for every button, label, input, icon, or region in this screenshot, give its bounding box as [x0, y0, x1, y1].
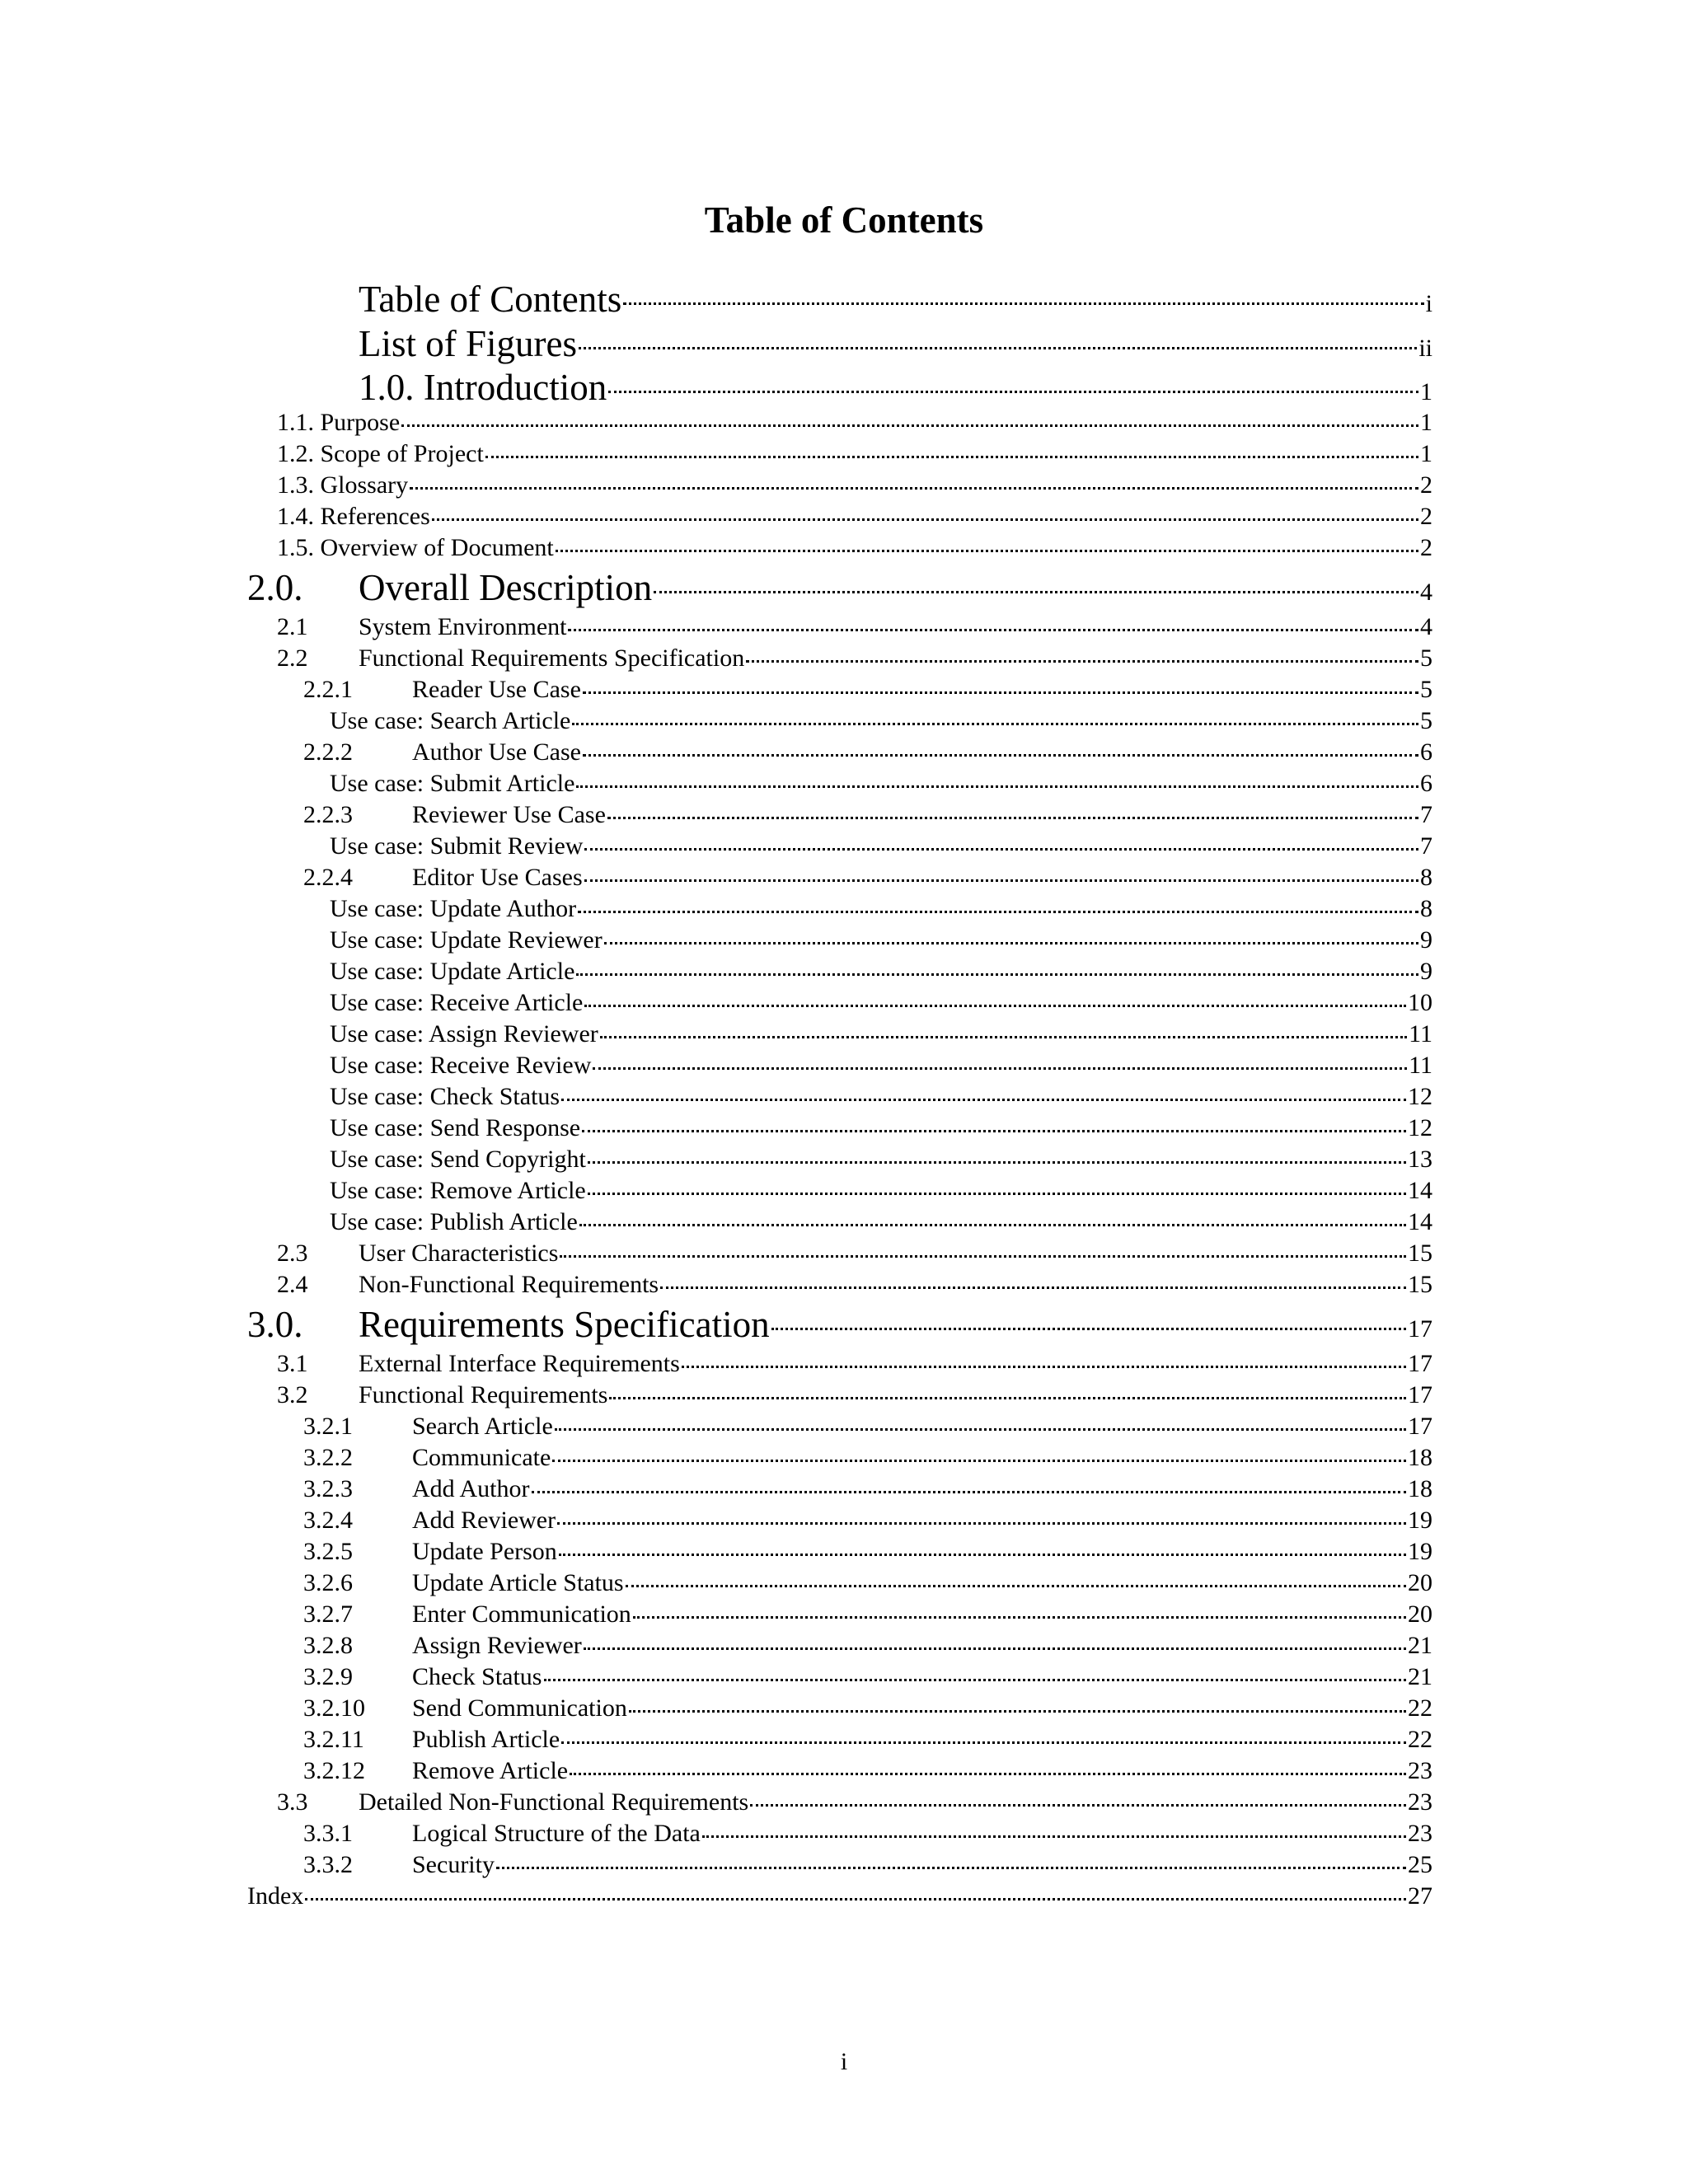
toc-entry-title: Security — [412, 1851, 495, 1878]
toc-entry-number: 3.1 — [277, 1350, 308, 1377]
toc-dot-leader — [609, 1375, 1406, 1399]
toc-dot-leader — [557, 1500, 1406, 1525]
toc-dot-leader — [588, 1139, 1406, 1164]
toc-entry-page: 17 — [1408, 1350, 1432, 1377]
toc-entry-page: 4 — [1420, 579, 1432, 606]
toc-dot-leader — [633, 1594, 1406, 1619]
toc-dot-leader — [626, 1563, 1406, 1587]
toc-entry-page: 27 — [1408, 1882, 1432, 1910]
toc-entry-title: External Interface Requirements — [359, 1350, 680, 1377]
toc-entry-title: Use case: Submit Article — [330, 770, 575, 797]
toc-entry-title: Publish Article — [412, 1726, 560, 1753]
toc-entry-title: Index — [247, 1882, 304, 1910]
toc-entry-number: 3.2.5 — [303, 1538, 353, 1565]
toc-entry-page: 22 — [1408, 1694, 1432, 1722]
toc-dot-leader — [544, 1657, 1407, 1681]
toc-dot-leader — [410, 465, 1418, 490]
toc-entry-page: 6 — [1420, 738, 1432, 766]
toc-entry-number: 2.2 — [277, 644, 308, 672]
toc-entry-title: User Characteristics — [359, 1240, 559, 1267]
toc-entry-page: 11 — [1409, 1052, 1432, 1079]
toc-entry-title: Send Communication — [412, 1694, 627, 1722]
toc-entry-title: Reviewer Use Case — [412, 801, 606, 828]
toc-entry-title: Use case: Update Reviewer — [330, 926, 603, 954]
toc-entry-title: Use case: Publish Article — [330, 1208, 578, 1235]
toc-entry-title: Use case: Receive Review — [330, 1052, 592, 1079]
toc-entry-page: 2 — [1420, 471, 1432, 499]
toc-entry-title: Use case: Submit Review — [330, 832, 584, 860]
toc-entry-number: 2.2.3 — [303, 801, 353, 828]
toc-entry-title: Overall Description — [359, 567, 653, 608]
toc-entry-title: Add Reviewer — [412, 1507, 556, 1534]
toc-entry-number: 2.2.4 — [303, 864, 353, 891]
toc-entry[interactable] — [0, 321, 1432, 371]
toc-entry-page: i — [1425, 290, 1432, 317]
toc-dot-leader — [584, 857, 1418, 882]
toc-dot-leader — [583, 732, 1418, 757]
toc-entry-title: Functional Requirements — [359, 1381, 608, 1408]
toc-entry-page: 12 — [1408, 1114, 1432, 1141]
toc-dot-leader — [746, 638, 1418, 663]
toc-entry-page: 14 — [1408, 1177, 1432, 1204]
toc-entry-number: 2.4 — [277, 1271, 308, 1298]
toc-entry-page: 7 — [1420, 801, 1432, 828]
toc-entry-page: 6 — [1420, 770, 1432, 797]
toc-entry-page: 20 — [1408, 1569, 1432, 1596]
toc-entry-number: 3.3 — [277, 1788, 308, 1816]
toc-entry-title: 1.1. Purpose — [277, 409, 401, 436]
toc-entry-title: 1.2. Scope of Project — [277, 440, 484, 467]
toc-entry-title: Remove Article — [412, 1757, 569, 1784]
toc-entry-number: 3.2.6 — [303, 1569, 353, 1596]
toc-dot-leader — [582, 1108, 1406, 1132]
toc-dot-leader — [593, 1045, 1407, 1070]
toc-dot-leader — [584, 1625, 1406, 1650]
toc-dot-leader — [552, 1437, 1406, 1462]
toc-entry-page: 21 — [1408, 1663, 1432, 1690]
toc-dot-leader — [555, 1406, 1406, 1431]
toc-dot-leader — [432, 496, 1418, 521]
toc-entry-page: 4 — [1420, 613, 1432, 640]
toc-dot-leader — [607, 794, 1418, 819]
toc-entry-number: 3.2.8 — [303, 1632, 353, 1659]
toc-entry-title: Logical Structure of the Data — [412, 1820, 701, 1847]
toc-entry-page: 13 — [1408, 1146, 1432, 1173]
toc-dot-leader — [604, 920, 1418, 944]
toc-entry-page: 2 — [1420, 534, 1432, 561]
toc-entry-number: 2.1 — [277, 613, 308, 640]
toc-dot-leader — [660, 1264, 1406, 1289]
toc-dot-leader — [771, 1310, 1406, 1331]
toc-entry-page: 5 — [1420, 644, 1432, 672]
toc-entry-page: 1 — [1420, 378, 1432, 405]
toc-entry-title: Table of Contents — [359, 279, 622, 320]
toc-dot-leader — [532, 1469, 1407, 1493]
toc-entry-title: Search Article — [412, 1413, 553, 1440]
toc-dot-leader — [561, 1719, 1406, 1744]
toc-dot-leader — [584, 982, 1406, 1007]
toc-dot-leader — [485, 434, 1418, 458]
toc-entry-title: System Environment — [359, 613, 567, 640]
toc-entry-number: 3.2.12 — [303, 1757, 365, 1784]
toc-entry-page: 21 — [1408, 1632, 1432, 1659]
toc-entry-page: 18 — [1408, 1475, 1432, 1502]
toc-dot-leader — [583, 669, 1418, 694]
toc-entry-title: Non-Functional Requirements — [359, 1271, 659, 1298]
toc-entry-page: 17 — [1408, 1315, 1432, 1343]
toc-entry[interactable] — [0, 531, 1432, 564]
toc-dot-leader — [576, 951, 1418, 976]
toc-entry-number: 3.3.1 — [303, 1820, 353, 1847]
toc-entry-number: 2.2.2 — [303, 738, 353, 766]
toc-entry-title: Use case: Send Copyright — [330, 1146, 586, 1173]
toc-entry-title: Use case: Receive Article — [330, 989, 584, 1016]
toc-entry-number: 3.2.3 — [303, 1475, 353, 1502]
toc-dot-leader — [561, 1076, 1406, 1101]
toc-entry-page: 19 — [1408, 1538, 1432, 1565]
toc-entry-page: 7 — [1420, 832, 1432, 860]
toc-entry-title: Use case: Search Article — [330, 707, 571, 734]
toc-entry-title: Use case: Update Author — [330, 895, 577, 922]
toc-dot-leader — [305, 1876, 1406, 1900]
toc-entry[interactable] — [0, 277, 1432, 326]
toc-entry-page: 11 — [1409, 1020, 1432, 1047]
toc-entry-title: Communicate — [412, 1444, 551, 1471]
toc-entry-number: 3.2 — [277, 1381, 308, 1408]
toc-entry-title: Editor Use Cases — [412, 864, 583, 891]
toc-entry-page: 9 — [1420, 958, 1432, 985]
toc-entry-page: 1 — [1420, 409, 1432, 436]
toc-dot-leader — [654, 573, 1418, 594]
toc-entry-number: 2.0. — [247, 567, 303, 608]
toc-entry-number: 3.3.2 — [303, 1851, 353, 1878]
toc-entry-page: 23 — [1408, 1757, 1432, 1784]
toc-dot-leader — [588, 1170, 1406, 1195]
toc-entry-number: 2.3 — [277, 1240, 308, 1267]
toc-entry-number: 3.2.7 — [303, 1601, 353, 1628]
toc-entry-title: Update Article Status — [412, 1569, 624, 1596]
toc-dot-leader — [702, 1813, 1406, 1838]
toc-entry-page: 23 — [1408, 1788, 1432, 1816]
toc-entry-title: Use case: Check Status — [330, 1083, 560, 1110]
toc-entry-number: 3.2.11 — [303, 1726, 364, 1753]
toc-entry-title: Check Status — [412, 1663, 542, 1690]
toc-entry-page: 9 — [1420, 926, 1432, 954]
toc-entry-page: 17 — [1408, 1381, 1432, 1408]
toc-entry-title: 1.0. Introduction — [359, 367, 607, 408]
toc-entry-number: 3.2.2 — [303, 1444, 353, 1471]
toc-dot-leader — [629, 1688, 1406, 1713]
toc-entry-title: 1.5. Overview of Document — [277, 534, 554, 561]
toc-dot-leader — [682, 1343, 1406, 1368]
toc-entry-page: 17 — [1408, 1413, 1432, 1440]
toc-entry-title: Functional Requirements Specification — [359, 644, 745, 672]
toc-dot-leader — [584, 826, 1418, 851]
toc-dot-leader — [570, 1750, 1406, 1775]
toc-entry-page: 23 — [1408, 1820, 1432, 1847]
toc-dot-leader — [559, 1531, 1406, 1556]
toc-entry-title: Enter Communication — [412, 1601, 631, 1628]
toc-entry-title: 1.3. Glossary — [277, 471, 409, 499]
toc-entry-title: Reader Use Case — [412, 676, 581, 703]
toc-entry-page: 15 — [1408, 1240, 1432, 1267]
toc-entry-title: Assign Reviewer — [412, 1632, 582, 1659]
toc-dot-leader — [578, 888, 1418, 913]
toc-dot-leader — [496, 1844, 1406, 1869]
toc-entry-title: Use case: Send Response — [330, 1114, 581, 1141]
toc-dot-leader — [572, 701, 1418, 725]
toc-entry-page: 1 — [1420, 440, 1432, 467]
toc-entry-number: 3.2.9 — [303, 1663, 353, 1690]
toc-entry-title: Author Use Case — [412, 738, 581, 766]
toc-entry-page: 14 — [1408, 1208, 1432, 1235]
toc-entry-title: List of Figures — [359, 323, 577, 364]
toc-entry[interactable] — [0, 1879, 1432, 1912]
toc-entry-page: 18 — [1408, 1444, 1432, 1471]
toc-dot-leader — [401, 402, 1418, 427]
page-number: i — [840, 2048, 848, 2075]
toc-entry-title: Requirements Specification — [359, 1304, 770, 1345]
toc-entry-number: 3.2.1 — [303, 1413, 353, 1440]
toc-entry-page: 15 — [1408, 1271, 1432, 1298]
toc-entry-page: 5 — [1420, 676, 1432, 703]
toc-entry-page: 22 — [1408, 1726, 1432, 1753]
toc-entry-page: 8 — [1420, 864, 1432, 891]
toc-entry-page: 5 — [1420, 707, 1432, 734]
toc-entry-page: 25 — [1408, 1851, 1432, 1878]
toc-dot-leader — [568, 607, 1418, 631]
toc-dot-leader — [579, 329, 1417, 350]
toc-entry-page: 8 — [1420, 895, 1432, 922]
toc-dot-leader — [623, 284, 1423, 306]
toc-entry-page: 19 — [1408, 1507, 1432, 1534]
toc-entry-title: Update Person — [412, 1538, 557, 1565]
toc-entry-title: 1.4. References — [277, 503, 430, 530]
toc-entry-title: Use case: Update Article — [330, 958, 575, 985]
toc-entry-page: ii — [1418, 335, 1432, 362]
toc-entry-title: Detailed Non-Functional Requirements — [359, 1788, 749, 1816]
page-title: Table of Contents — [704, 199, 984, 241]
toc-entry-page: 12 — [1408, 1083, 1432, 1110]
toc-entry[interactable] — [0, 1268, 1432, 1301]
toc-entry-page: 2 — [1420, 503, 1432, 530]
toc-dot-leader — [600, 1014, 1407, 1038]
toc-entry-number: 2.2.1 — [303, 676, 353, 703]
toc-dot-leader — [576, 763, 1418, 788]
toc-dot-leader — [556, 527, 1418, 552]
toc-entry-title: Use case: Assign Reviewer — [330, 1020, 598, 1047]
toc-dot-leader — [608, 373, 1418, 394]
toc-dot-leader — [560, 1233, 1406, 1258]
toc-entry-page: 20 — [1408, 1601, 1432, 1628]
toc-entry-number: 3.2.10 — [303, 1694, 365, 1722]
toc-entry-number: 3.2.4 — [303, 1507, 353, 1534]
toc-dot-leader — [750, 1782, 1406, 1807]
toc-entry-number: 3.0. — [247, 1304, 303, 1345]
toc-entry-page: 10 — [1408, 989, 1432, 1016]
toc-entry-title: Use case: Remove Article — [330, 1177, 586, 1204]
toc-dot-leader — [579, 1202, 1406, 1226]
toc-entry-title: Add Author — [412, 1475, 530, 1502]
